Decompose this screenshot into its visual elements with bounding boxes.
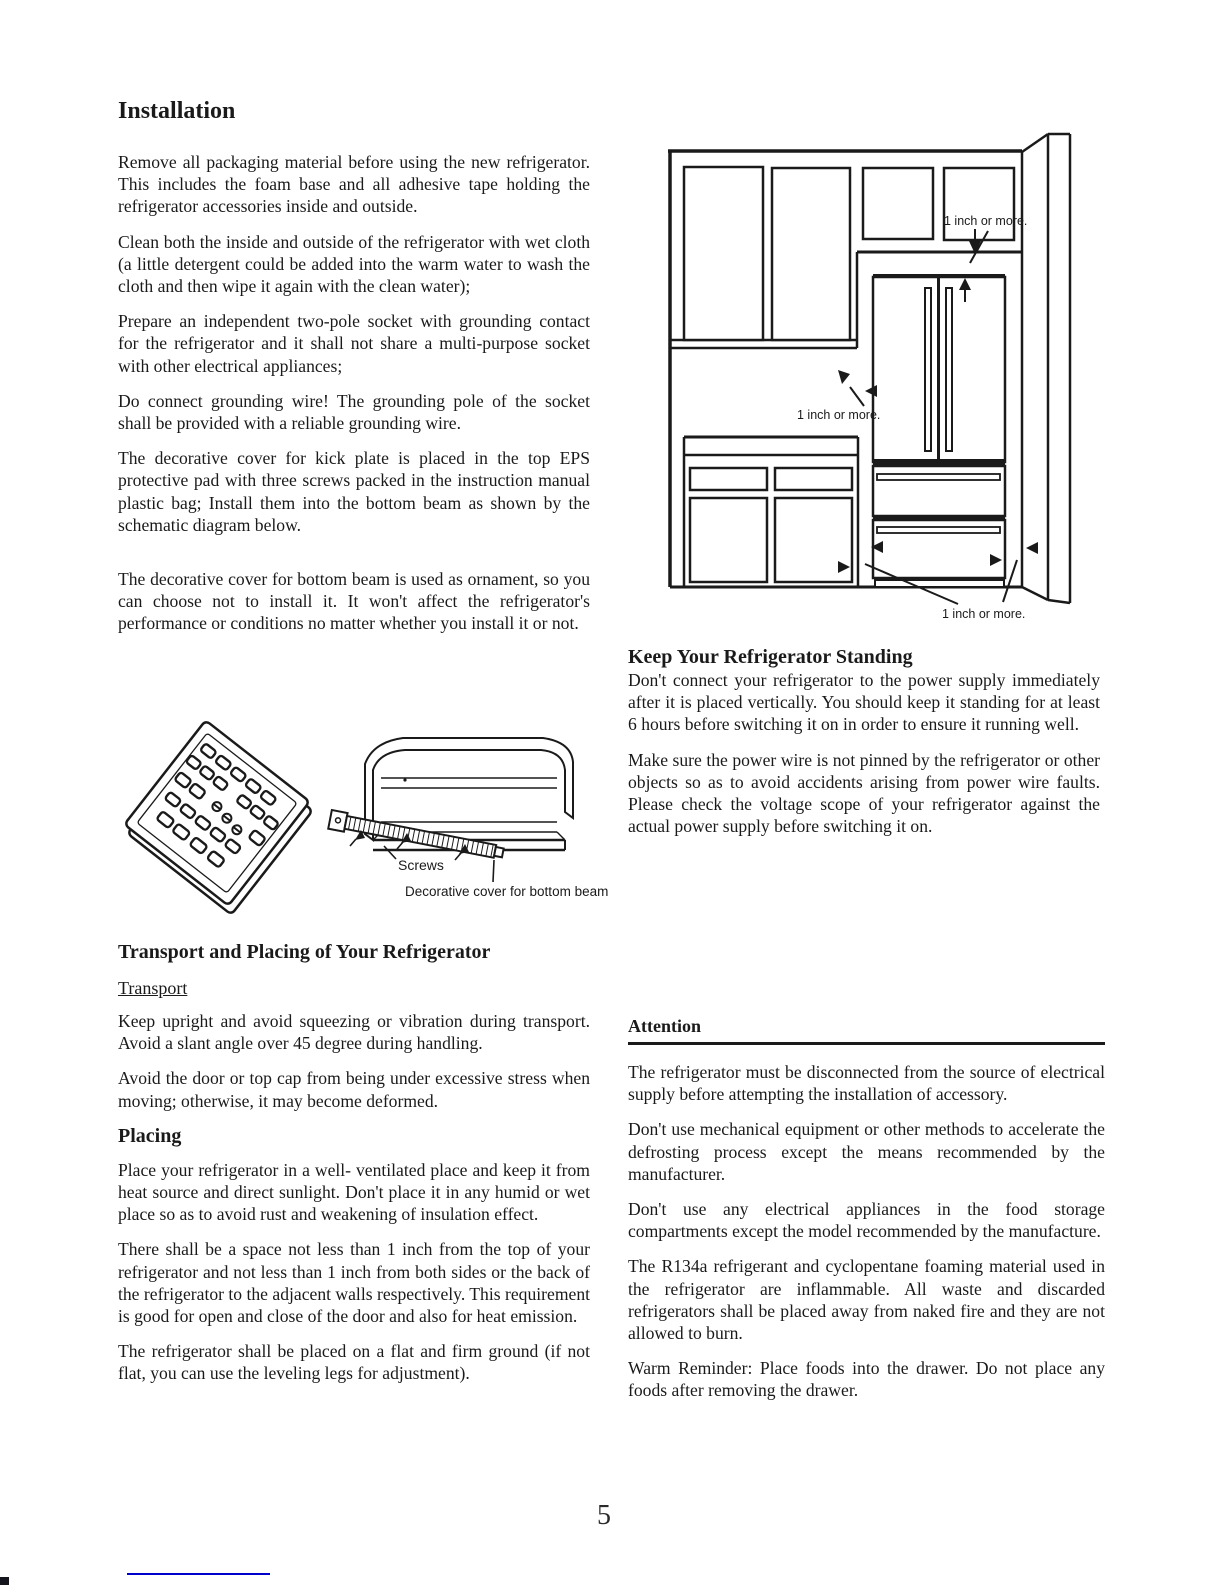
installation-paragraph-4: Do connect grounding wire! The grounding pole of the socket shall be provided with a reliable grounding wire.: [118, 390, 590, 434]
footer-blue-line: [127, 1573, 270, 1575]
decorative-cover-drawing: [328, 810, 504, 862]
installation-paragraph-2: Clean both the inside and outside of the refrigerator with wet cloth (a little detergent could be added into the warm water to wash the cloth and then wipe it again with the clean water);: [118, 231, 590, 297]
placing-paragraph-1: Place your refrigerator in a well- ventilated place and keep it from heat source and direct sunlight. Don't place it in any humid or wet place so as to avoid rust and weakening of insulation effect.: [118, 1159, 590, 1225]
left-column: [118, 98, 590, 648]
clearance-label-bottom: 1 inch or more.: [942, 607, 1026, 621]
standing-heading: Keep Your Refrigerator Standing: [628, 646, 913, 668]
installation-paragraph-1: Remove all packaging material before using the new refrigerator. This includes the foam base and all adhesive tape holding the refrigerator accessories inside and outside.: [118, 152, 590, 217]
page-number: 5: [597, 1500, 611, 1531]
installation-paragraph-6: The decorative cover for bottom beam is used as ornament, so you can choose not to install it. It won't affect the refrigerator's performance or conditions no matter whether you install it or not.: [118, 569, 590, 634]
clearance-label-top: 1 inch or more.: [944, 214, 1028, 228]
attention-paragraph-2: Don't use mechanical equipment or other methods to accelerate the defrosting process except the means recommended by the manufacturer.: [628, 1119, 1105, 1184]
side-clearance-annotation: [838, 370, 877, 406]
standing-paragraph-1: Don't connect your refrigerator to the power supply immediately after it is placed vertically. You should keep it standing for at least 6 hours before switching it on in order to ensure it running well.: [628, 670, 1100, 735]
decorative-cover-label: Decorative cover for bottom beam: [405, 884, 609, 899]
transport-placing-section: [118, 941, 590, 1385]
attention-paragraph-1: The refrigerator must be disconnected from the source of electrical supply before attempting the installation of accessory.: [628, 1062, 1105, 1105]
attention-paragraph-3: Don't use any electrical appliances in the food storage compartments except the model recommended by the manufacture.: [628, 1199, 1105, 1242]
transport-paragraph-1: Keep upright and avoid squeezing or vibration during transport. Avoid a slant angle over 45 degree during handling.: [118, 1011, 590, 1054]
counter-cabinets: [684, 437, 858, 587]
page-corner-mark: [0, 1577, 9, 1585]
placing-paragraph-2: There shall be a space not less than 1 inch from the top of your refrigerator and not less than 1 inch from both sides or the back of the refrigerator to the adjacent walls respectively. This requirement is good for open and close of the door and also for heat emission.: [118, 1239, 590, 1327]
transport-heading: Transport and Placing of Your Refrigerator: [118, 941, 491, 963]
standing-paragraph-2: Make sure the power wire is not pinned by the refrigerator or other objects so as to avoid accidents arising from power wire faults. Please check the voltage scope of your refrigerator against the actual power supply before switching it on.: [628, 749, 1100, 837]
eps-pad-drawing: [124, 720, 312, 914]
bottom-beam-cover-figure: [113, 700, 609, 915]
placing-paragraph-3: The refrigerator shall be placed on a flat and firm ground (if not flat, you can use the leveling legs for adjustment).: [118, 1341, 590, 1384]
installation-paragraph-5: The decorative cover for kick plate is placed in the top EPS protective pad with three screws packed in the instruction manual plastic bag; Install them into the bottom beam as shown by the schematic diagram below.: [118, 448, 590, 535]
attention-section: [628, 1016, 1105, 1402]
placing-heading: Placing: [118, 1124, 182, 1147]
attention-paragraph-5: Warm Reminder: Place foods into the drawer. Do not place any foods after removing the drawer.: [628, 1358, 1105, 1401]
installation-clearance-diagram: [653, 128, 1098, 623]
attention-paragraph-4: The R134a refrigerant and cyclopentane foaming material used in the refrigerator are inflammable. All waste and discarded refrigerators shall be placed away from naked fire and they are not allowed to burn.: [628, 1256, 1105, 1344]
clearance-label-side: 1 inch or more.: [797, 408, 881, 422]
page-title: Installation: [118, 98, 236, 124]
standing-section: [628, 646, 1100, 837]
screws-label: Screws: [398, 857, 444, 873]
attention-heading-rule: [628, 1016, 1105, 1045]
attention-heading: Attention: [628, 1016, 701, 1036]
installation-paragraph-3: Prepare an independent two-pole socket with grounding contact for the refrigerator and it shall not share a multi-purpose socket with other electrical appliances;: [118, 311, 590, 376]
transport-subheading: Transport: [118, 978, 188, 998]
transport-paragraph-2: Avoid the door or top cap from being under excessive stress when moving; otherwise, it may become deformed.: [118, 1068, 590, 1111]
refrigerator-drawing: [873, 275, 1005, 587]
right-wall: [1022, 134, 1070, 603]
